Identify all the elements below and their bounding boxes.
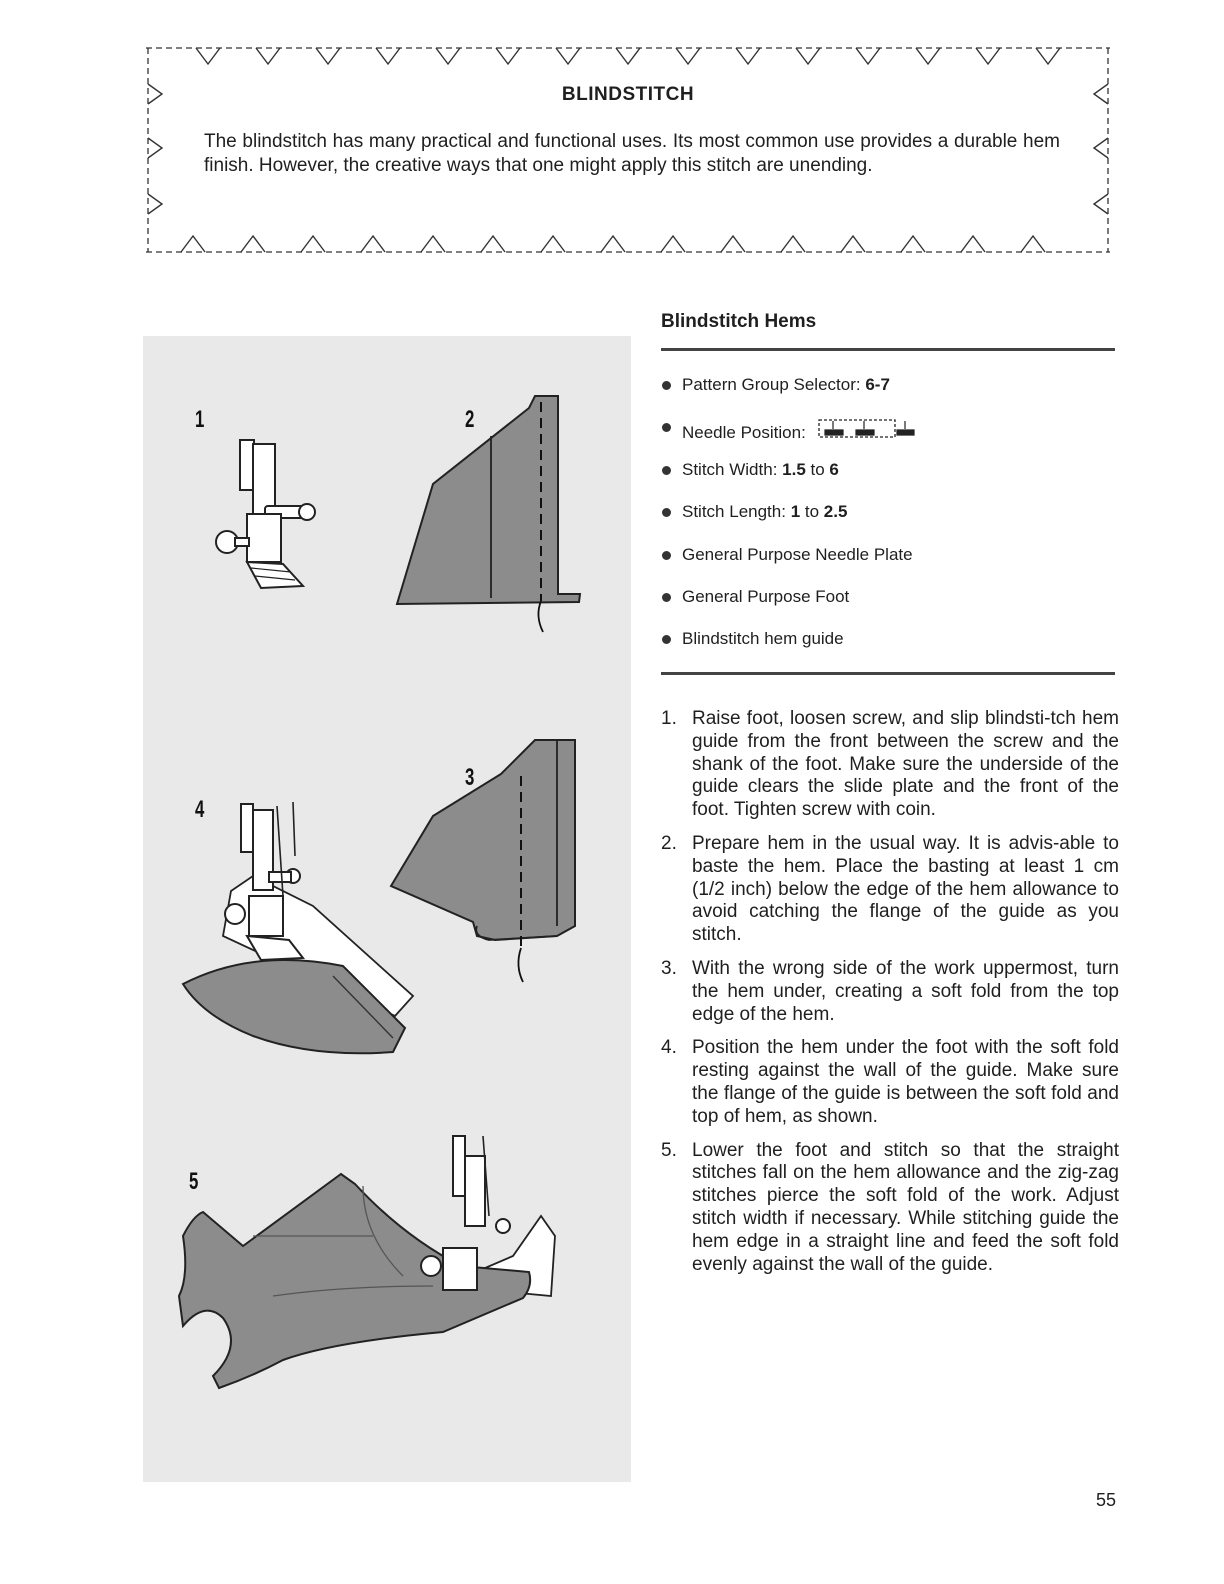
illustration-panel <box>143 336 631 1482</box>
figure-label-1: 1 <box>195 406 205 433</box>
instruction-steps <box>661 708 1119 1287</box>
bullet-icon <box>662 423 671 432</box>
setting-stitch-length: Stitch Length: 1 to 2.5 <box>661 501 1121 543</box>
soft-fold-illustration <box>391 740 575 982</box>
header-body: The blindstitch has many practical and functional uses. Its most common use provides a durable hem finish. However, the creative ways that one might apply this stitch are unending. <box>204 131 1060 176</box>
bullet-icon <box>662 508 671 517</box>
figure-label-4: 4 <box>195 796 205 823</box>
setting-needle-position: Needle Position: <box>661 416 1121 458</box>
figure-label-3: 3 <box>465 764 475 791</box>
bullet-icon <box>662 466 671 475</box>
setting-hem-guide: Blindstitch hem guide <box>661 628 1121 670</box>
step-item: 4. Position the hem under the foot with the soft fold resting against the wall of the guide. Make sure the flange of the guide is between the soft fold and top of hem, as shown. <box>661 1037 1119 1127</box>
bullet-icon <box>662 635 671 644</box>
figure-label-2: 2 <box>465 406 475 433</box>
section-title: Blindstitch Hems <box>661 311 817 332</box>
step-item: 3. With the wrong side of the work uppermost, turn the hem under, creating a soft fold from the top edge of the hem. <box>661 957 1119 1025</box>
step-item: 5. Lower the foot and stitch so that the straight stitches fall on the hem allowance and the zig-zag stitches pierce the soft fold of the work. Adjust stitch width if necessary. While stitching guide the hem edge in a straight line and feed the soft fold evenly against the wall of the guide. <box>661 1139 1119 1275</box>
divider <box>661 672 1115 675</box>
page-number: 55 <box>1096 1490 1117 1510</box>
step-item: 2. Prepare hem in the usual way. It is advis-able to baste the hem. Place the basting at least 1 cm (1/2 inch) below the edge of the hem allowance to avoid catching the flange of the guide as you stitch. <box>661 832 1119 946</box>
bullet-icon <box>662 381 671 390</box>
garment-stitching-illustration <box>179 1136 555 1388</box>
figure-label-5: 5 <box>189 1168 199 1195</box>
needle-position-icon <box>817 418 917 440</box>
header-title: BLINDSTITCH <box>561 84 695 105</box>
header-box <box>146 40 1110 260</box>
machine-hem-illustration <box>183 802 413 1053</box>
setting-needle-plate: General Purpose Needle Plate <box>661 544 1121 586</box>
setting-pattern-group: Pattern Group Selector: 6-7 <box>661 374 1121 416</box>
presser-foot-illustration <box>216 440 315 588</box>
setting-stitch-width: Stitch Width: 1.5 to 6 <box>661 459 1121 501</box>
step-item: 1. Raise foot, loosen screw, and slip blindsti-tch hem guide from the front between the screw and the shank of the foot. Make sure the underside of the guide clears the slide plate and the front of the foot. Tighten screw with coin. <box>661 708 1119 821</box>
bullet-icon <box>662 551 671 560</box>
bullet-icon <box>662 593 671 602</box>
illustrations <box>143 336 631 1482</box>
folded-hem-illustration <box>397 396 580 632</box>
setting-foot: General Purpose Foot <box>661 586 1121 628</box>
divider <box>661 348 1115 351</box>
settings-list <box>661 374 1121 671</box>
